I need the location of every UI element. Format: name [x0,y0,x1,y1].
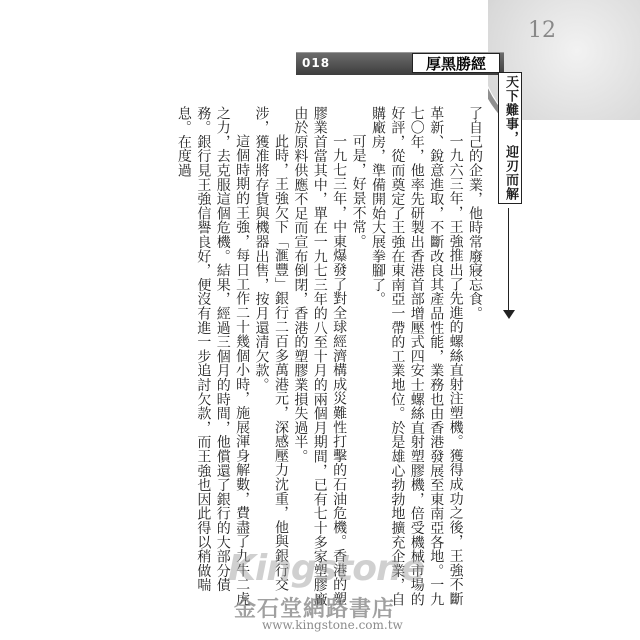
page-number: 018 [302,56,331,70]
paragraph: 一九七三年，中東爆發了對全球經濟構成災難性打擊的石油危機。香港的塑膠業首當其中，單在一九七三年的八至十月的兩個月期間，已有七十多家塑膠廠由於原料供應不足而宣布倒閉，香港的塑膠業損失過半。 [292,106,348,607]
chapter-arrow-icon [503,310,515,319]
paragraph: 一九六三年，王強推出了先進的螺絲直射注塑機。獲得成功之後，王強不斷革新、銳意進取，不斷改良其產品性能，業務也由香港發展至東南亞各地。一九七〇年，他率先研製出香港首部增壓式四安士螺絲直射塑膠機，倍受機械市場的好評，從而奠定了王強在東南亞一帶的工業地位。於是雄心勃勃地擴充企業，自購廠房，準備開始大展拳腳了。 [369,106,464,607]
paragraph: 此時，王強欠下「滙豐」銀行二百多萬港元，深感壓力沈重，他與銀行交涉，獲准將存貨與機器出售，按月還清欠款。 [253,106,289,592]
paragraph: 這個時期的王強，每日工作二十幾個小時，施展渾身解數，費盡了九牛二虎之力，去克服這個危機。結果，經過三個月的時間，他償還了銀行的大部分債務。銀行見王強信譽良好，便沒有進一步追討欠款，而王強也因此得以稍做喘息。在度過 [175,106,251,606]
chapter-divider-line [508,208,509,314]
paragraph: 了自己的企業，他時常廢寢忘食。 [467,106,483,321]
clock-numeral: 12 [528,18,556,43]
chapter-title: 天下難事，迎刃而解 [503,75,518,201]
watermark-url: www.kingstone.com.tw [262,618,403,632]
paragraph: 可是，好景不常。 [350,134,367,249]
chapter-title-box [498,72,522,204]
watermark-logo: Kingstone [228,548,425,589]
watermark-chinese: 金石堂網路書店 [234,596,396,622]
book-title: 厚黑勝經 [412,53,500,73]
body-text [168,106,484,618]
